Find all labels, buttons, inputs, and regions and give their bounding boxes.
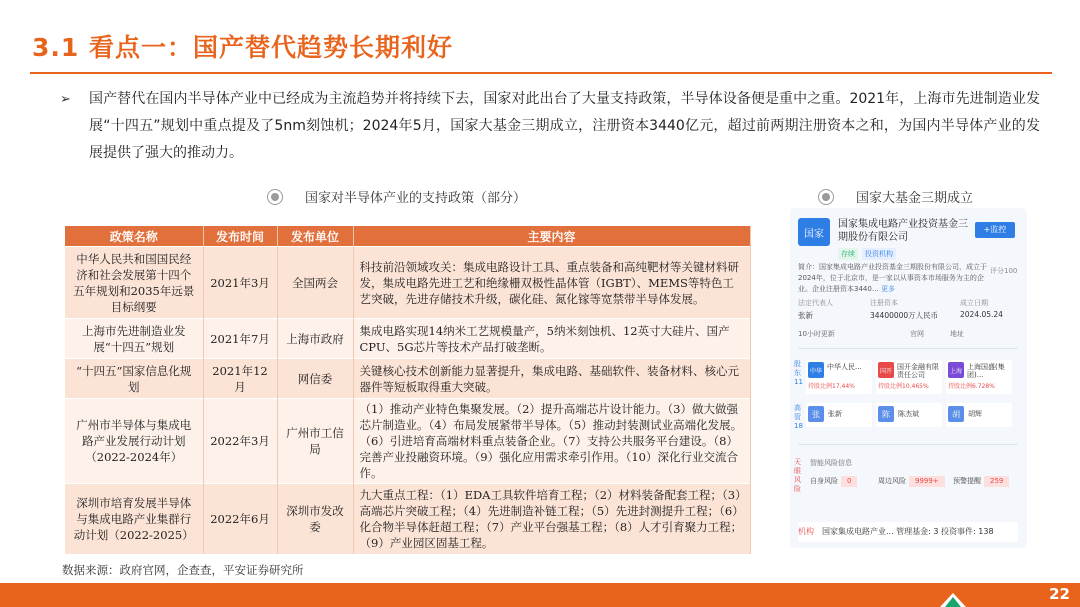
cell-policy-name: 中华人民共和国国民经济和社会发展第十四个五年规划和2035年远景目标纲要 [65,247,203,319]
warning-risk-value: 259 [984,476,1009,487]
shareholder-card[interactable] [876,360,942,394]
table-row [65,247,750,319]
executive-card[interactable] [946,403,1012,427]
cell-date: 2021年7月 [203,319,277,359]
date-value: 2024.05.24 [960,310,1003,319]
bullet-arrow-icon: ➢ [60,92,71,107]
executive-card[interactable] [876,403,942,427]
table-caption [267,187,526,206]
self-risk-label: 自身风险 [810,477,838,485]
legal-rep [798,298,833,321]
shareholder-logo: 国开 [878,362,894,378]
capital-label: 注册资本 [870,299,898,307]
cell-org: 深圳市发改委 [277,484,353,554]
description-text: 简介：国家集成电路产业投资基金三期股份有限公司，成立于2024年，位于北京市，是一家以从事资本市场服务为主的企业。企业注册资本3440… [798,263,987,293]
cell-policy-name: 深圳市培育发展半导体与集成电路产业集群行动计划（2022-2025） [65,484,203,554]
panel-caption-text: 国家大基金三期成立 [856,191,974,206]
executive-name: 张新 [828,410,842,418]
nearby-risk-label: 周边风险 [878,477,906,485]
cell-org: 网信委 [277,359,353,399]
data-source: 数据来源：政府官网，企查查，平安证券研究所 [62,563,304,577]
institution-text: 国家集成电路产业... 管理基金: 3 投资事件: 138 [822,527,994,536]
footer-bar [0,583,1080,607]
cell-content: 科技前沿领域攻关：集成电路设计工具、重点装备和高纯靶材等关键材料研发，集成电路先进工艺和绝缘栅双极性晶体管（IGBT）、MEMS等特色工艺突破，先进存储技术升级，碳化硅、氮化镓等宽禁带半导体发展。 [353,247,750,319]
bullet-paragraph [60,86,1040,167]
divider [798,444,1018,445]
executive-avatar: 陈 [878,406,894,422]
institution-label: 机构 [798,527,814,536]
shareholder-logo: 上海 [948,362,964,378]
cell-content: 九大重点工程：（1）EDA工具软件培育工程；（2）材料装备配套工程；（3）高端芯片突破工程；（4）先进制造补链工程；（5）先进封测提升工程；（6）化合物半导体赶超工程；（7）产业平台强基工程；（8）人才引育聚力工程；（9）产业园区固基工程。 [353,484,750,554]
page-title: 3.1 看点一：国产替代趋势长期利好 [32,33,453,62]
cell-date: 2022年3月 [203,399,277,484]
shareholder-pct: 持股比例17.44% [808,383,855,390]
shareholder-name: 国开金融有限责任公司 [897,363,939,379]
bullet-text: 国产替代在国内半导体产业中已经成为主流趋势并将持续下去，国家对此出台了大量支持政策，半导体设备便是重中之重。2021年，上海市先进制造业发展“十四五”规划中重点提及了5nm刻蚀机；2024年5月，国家大基金三期成立，注册资本3440亿元，超过前两期注册资本之和，为国内半导体产业的发展提供了强大的推动力。 [89,91,1040,161]
cell-date: 2022年6月 [203,484,277,554]
cell-org: 上海市政府 [277,319,353,359]
policy-table [65,226,751,554]
header-org: 发布单位 [277,226,353,247]
fund-info-screenshot [790,208,1027,548]
website-link[interactable]: 官网 [910,330,924,338]
monitor-button[interactable]: +监控 [975,222,1015,238]
self-risk[interactable] [810,476,857,487]
status-badge: 存续 [838,248,858,260]
legal-rep-value: 张新 [798,311,813,320]
cell-policy-name: “十四五”国家信息化规划 [65,359,203,399]
cell-content: 关键核心技术创新能力显著提升，集成电路、基础软件、装备材料、核心元器件等短板取得重大突破。 [353,359,750,399]
shareholder-name: 上海国盛(集团)... [967,363,1005,379]
capital-value: 34400000万人民币 [870,311,939,320]
table-header-row [65,226,750,247]
address-link[interactable]: 地址 [950,330,964,338]
warning-risk-label: 预警提醒 [953,477,981,485]
table-row [65,399,750,484]
divider [798,348,1018,349]
institution-row[interactable] [798,522,1018,542]
company-logo: 国家 [798,218,830,246]
shareholder-card[interactable] [806,360,872,394]
executive-card[interactable] [806,403,872,427]
cell-policy-name: 广州市半导体与集成电路产业发展行动计划（2022-2024年） [65,399,203,484]
risk-title: 智能风险信息 [810,459,852,467]
shareholder-logo: 中华 [808,362,824,378]
nearby-risk[interactable] [878,476,945,487]
self-risk-value: 0 [841,476,857,487]
panel-caption [818,187,973,206]
registered-capital [870,298,938,321]
table-row [65,319,750,359]
title-divider [30,72,1052,74]
shareholder-card[interactable] [946,360,1012,394]
cell-date: 2021年12月 [203,359,277,399]
warning-risk[interactable] [953,476,1009,487]
radio-bullet-icon [818,189,834,205]
table-caption-text: 国家对半导体产业的支持政策（部分） [305,191,527,206]
shareholder-pct: 持股比例10.465% [878,383,929,390]
cell-policy-name: 上海市先进制造业发展“十四五”规划 [65,319,203,359]
header-policy-name: 政策名称 [65,226,203,247]
company-name: 国家集成电路产业投资基金三期股份有限公司 [838,219,968,243]
cell-content: 集成电路实现14纳米工艺规模量产，5纳米刻蚀机、12英寸大硅片、国产CPU、5G芯片等技术产品打破垄断。 [353,319,750,359]
cell-content: （1）推动产业特色集聚发展。（2）提升高端芯片设计能力。（3）做大做强芯片制造业。（4）布局发展紧带半导体。（5）推动封装测试业高端化发展。（6）引进培育高端材料重点装备企业。（7）支持公共服务平台建设。（8）完善产业投融资环境。（9）强化应用需求牵引作用。（10）深化行业交流合作。 [353,399,750,484]
table-row [65,359,750,399]
risk-side-label: 天眼风险 [794,458,801,493]
shareholder-name: 中华人民... [827,363,862,371]
update-time: 10小时更新 [798,330,835,338]
brand-logo-icon [938,592,968,607]
founding-date [960,298,1003,319]
radio-bullet-icon [267,189,283,205]
cell-org: 广州市工信局 [277,399,353,484]
executive-avatar: 胡 [948,406,964,422]
table-row [65,484,750,554]
category-badge: 投资机构 [862,248,896,260]
page-number: 22 [1049,585,1070,603]
executive-avatar: 张 [808,406,824,422]
company-description [798,262,988,295]
header-date: 发布时间 [203,226,277,247]
more-link[interactable]: 更多 [881,285,896,293]
executive-name: 胡辉 [968,410,982,418]
shareholders-side-label: 股东11 [794,360,803,386]
score-label: 评分100 [990,267,1018,275]
cell-date: 2021年3月 [203,247,277,319]
executives-side-label: 高管18 [794,404,803,430]
cell-org: 全国两会 [277,247,353,319]
executive-name: 陈杰斌 [898,410,919,418]
date-label: 成立日期 [960,299,988,307]
header-content: 主要内容 [353,226,750,247]
nearby-risk-value: 9999+ [909,476,945,487]
shareholder-pct: 持股比例6.728% [948,383,995,390]
legal-rep-label: 法定代表人 [798,299,833,307]
